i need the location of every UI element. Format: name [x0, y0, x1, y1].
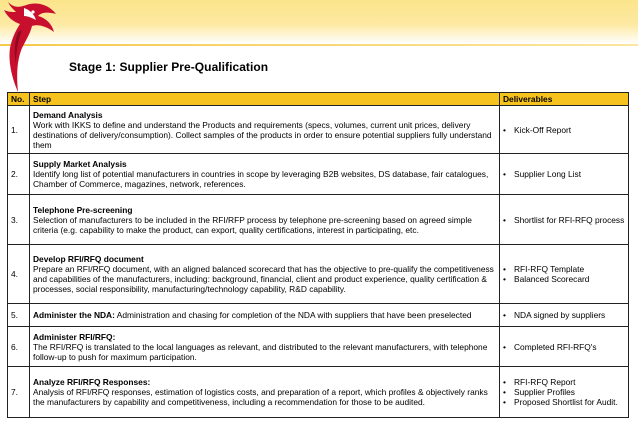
deliverables-cell	[500, 245, 629, 304]
step-description: The RFI/RFQ is translated to the local languages as relevant, and distributed to the relevant manufacturers, with telephone follow-up to push for maximum participation.	[33, 341, 488, 362]
step-description: Prepare an RFI/RFQ document, with an aligned balanced scorecard that has the objective to pre-qualify the competitiveness and capabilities of the manufacturers, including: background, financial, client and product experience, quality certification & processes, social responsibility, manufacturing/technology capability, R&D capability.	[33, 264, 494, 294]
step-cell	[30, 154, 500, 195]
step-title: Telephone Pre-screening	[33, 204, 133, 215]
step-cell	[30, 367, 500, 418]
header-deliverables: Deliverables	[500, 93, 629, 106]
row-number: 6.	[8, 327, 30, 367]
step-description: Work with IKKS to define and understand the Products and requirements (specs, volumes, current unit prices, delivery destinations of delivery/consumption). Collect samples of the products in order to ensure potential suppliers fully understand them	[33, 119, 492, 150]
step-title: Administer the NDA:	[33, 310, 115, 320]
table-row	[8, 367, 629, 418]
header-divider	[0, 44, 638, 46]
table-row	[8, 195, 629, 245]
deliverable-item: • Proposed Shortlist for Audit.	[512, 397, 625, 407]
step-cell	[30, 327, 500, 367]
step-title: Supply Market Analysis	[33, 159, 127, 169]
step-title: Administer RFI/RFQ:	[33, 331, 116, 342]
header-band	[0, 0, 638, 44]
steps-table	[7, 92, 629, 418]
row-number: 7.	[8, 367, 30, 418]
table-row	[8, 327, 629, 367]
deliverable-item: • Completed RFI-RFQ's	[512, 342, 625, 352]
deliverable-item: • Supplier Profiles	[512, 387, 625, 397]
deliverables-cell	[500, 195, 629, 245]
row-number: 4.	[8, 245, 30, 304]
deliverables-cell	[500, 367, 629, 418]
table-row	[8, 154, 629, 195]
step-title: Develop RFI/RFQ document	[33, 254, 144, 264]
deliverables-cell	[500, 154, 629, 195]
step-title: Demand Analysis	[33, 109, 103, 120]
deliverable-item: • Kick-Off Report	[512, 125, 625, 135]
row-number: 5.	[8, 304, 30, 327]
step-cell	[30, 106, 500, 154]
deliverable-item: • Supplier Long List	[512, 169, 625, 179]
step-cell	[30, 304, 500, 327]
deliverable-item: • RFI-RFQ Template	[512, 264, 625, 274]
deliverables-cell	[500, 106, 629, 154]
deliverables-cell	[500, 304, 629, 327]
step-title: Analyze RFI/RFQ Responses:	[33, 377, 151, 387]
header-no: No.	[8, 93, 30, 106]
step-cell	[30, 195, 500, 245]
step-cell	[30, 245, 500, 304]
step-description: Analysis of RFI/RFQ responses, estimation of logistics costs, and preparation of a report, which profiles & objectively ranks the manufacturers by capability and competitiveness, including a recommendation for those to be audited.	[33, 387, 488, 407]
step-description: Administration and chasing for completion of the NDA with suppliers that have been preselected	[114, 310, 472, 320]
table-row	[8, 304, 629, 327]
table-row	[8, 245, 629, 304]
row-number: 1.	[8, 106, 30, 154]
step-description: Identify long list of potential manufacturers in countries in scope by leveraging B2B websites, DS database, fair catalogues, Chamber of Commerce, magazines, network, references.	[33, 169, 489, 189]
table-header-row	[8, 93, 629, 106]
page-title: Stage 1: Supplier Pre-Qualification	[69, 60, 269, 74]
step-description: Selection of manufacturers to be included in the RFI/RFP process by telephone pre-screening based on agreed simple criteria (e.g. capability to make the product, can export, quality certifications, interest in participating, etc.	[33, 214, 472, 235]
row-number: 3.	[8, 195, 30, 245]
deliverable-item: • Balanced Scorecard	[512, 274, 625, 284]
table-row	[8, 106, 629, 154]
row-number: 2.	[8, 154, 30, 195]
deliverable-item: • NDA signed by suppliers	[512, 310, 625, 320]
deliverable-item: • Shortlist for RFI-RFQ process	[512, 215, 625, 225]
header-step: Step	[30, 93, 500, 106]
dragon-logo-icon	[0, 0, 62, 94]
deliverable-item: • RFI-RFQ Report	[512, 377, 625, 387]
deliverables-cell	[500, 327, 629, 367]
